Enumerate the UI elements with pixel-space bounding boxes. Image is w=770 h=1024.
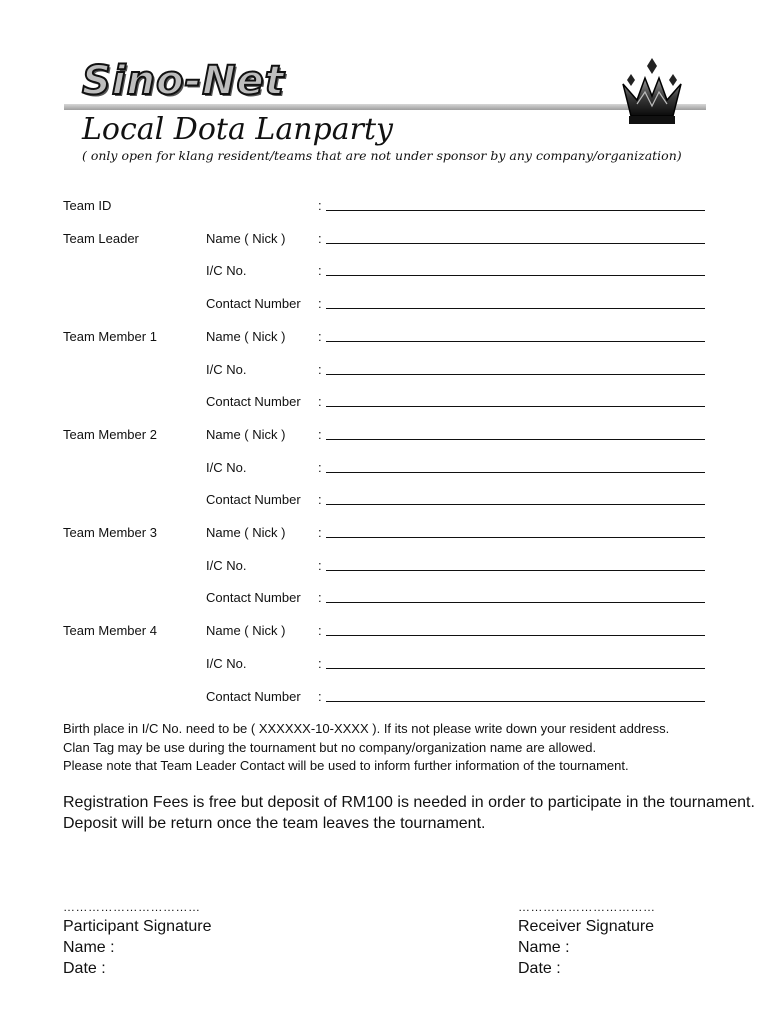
- row-field-label: Contact Number: [206, 296, 301, 312]
- form-row: [63, 656, 705, 674]
- logo: Sino-Net: [82, 58, 285, 104]
- entry-line[interactable]: [326, 406, 705, 407]
- fees-line: Deposit will be return once the team leaves the tournament.: [63, 815, 486, 832]
- row-group-label: Team Leader: [63, 230, 139, 246]
- event-subtitle: ( only open for klang resident/teams that are not under sponsor by any company/organization): [82, 148, 682, 163]
- colon: :: [318, 459, 322, 475]
- colon: :: [318, 590, 322, 606]
- receiver-date-label: Date :: [518, 960, 561, 977]
- colon: :: [318, 492, 322, 508]
- fees-line: Registration Fees is free but deposit of RM100 is needed in order to participate in the tournament.: [63, 794, 755, 811]
- row-group-label: Team ID: [63, 198, 112, 213]
- row-field-label: Name ( Nick ): [206, 426, 286, 442]
- colon: :: [318, 263, 322, 279]
- colon: :: [318, 623, 322, 639]
- colon: :: [318, 296, 322, 312]
- form-row: [63, 460, 705, 478]
- entry-line[interactable]: [326, 275, 705, 276]
- form-row: [63, 198, 705, 216]
- row-field-label: I/C No.: [206, 361, 247, 377]
- colon: :: [318, 361, 322, 377]
- fees-text: [63, 792, 755, 834]
- crown-icon: [615, 54, 689, 128]
- row-field-label: I/C No.: [206, 655, 247, 671]
- row-field-label: Contact Number: [206, 688, 301, 704]
- form-row: [63, 492, 705, 510]
- row-field-label: Name ( Nick ): [206, 623, 286, 639]
- receiver-name-label: Name :: [518, 939, 570, 956]
- entry-line[interactable]: [326, 243, 705, 244]
- note-line: Clan Tag may be use during the tournament but no company/organization name are allowed.: [63, 739, 597, 755]
- row-field-label: Name ( Nick ): [206, 230, 286, 246]
- row-field-label: I/C No.: [206, 557, 247, 573]
- header: [60, 52, 710, 172]
- row-field-label: Contact Number: [206, 590, 301, 606]
- participant-signature-block: [63, 900, 212, 979]
- header-rule: [64, 104, 706, 110]
- entry-line[interactable]: [326, 210, 705, 211]
- form-row: [63, 263, 705, 281]
- entry-line[interactable]: [326, 635, 705, 636]
- entry-line[interactable]: [326, 570, 705, 571]
- form-row: [63, 558, 705, 576]
- colon: :: [318, 230, 322, 246]
- entry-line[interactable]: [326, 701, 705, 702]
- form-row: [63, 329, 705, 347]
- colon: :: [318, 655, 322, 671]
- entry-line[interactable]: [326, 537, 705, 538]
- note-line: Please note that Team Leader Contact will be used to inform further information of the tournament.: [63, 758, 629, 773]
- row-group-label: Team Member 2: [63, 426, 157, 442]
- form-row: [63, 590, 705, 608]
- row-group-label: Team Member 1: [63, 328, 157, 344]
- row-field-label: Name ( Nick ): [206, 328, 286, 344]
- colon: :: [318, 328, 322, 344]
- form-row: [63, 231, 705, 249]
- colon: :: [318, 426, 322, 442]
- form-row: [63, 362, 705, 380]
- form-row: [63, 689, 705, 707]
- note-line: Birth place in I/C No. need to be ( XXXXXX-10-XXXX ). If its not please write down your resident address.: [63, 721, 670, 736]
- form-row: [63, 427, 705, 445]
- row-field-label: Contact Number: [206, 394, 301, 410]
- colon: :: [318, 688, 322, 704]
- entry-line[interactable]: [326, 439, 705, 440]
- participant-signature-label: Participant Signature: [63, 918, 212, 935]
- entry-line[interactable]: [326, 472, 705, 473]
- signature-dots[interactable]: ……………………………: [518, 900, 656, 914]
- colon: :: [318, 394, 322, 410]
- form-row: [63, 296, 705, 314]
- row-field-label: Name ( Nick ): [206, 525, 286, 540]
- entry-line[interactable]: [326, 602, 705, 603]
- colon: :: [318, 557, 322, 573]
- row-field-label: Contact Number: [206, 492, 301, 508]
- entry-line[interactable]: [326, 668, 705, 669]
- form-row: [63, 525, 705, 543]
- receiver-signature-block: [518, 900, 656, 979]
- row-field-label: I/C No.: [206, 459, 247, 475]
- signature-dots[interactable]: ……………………………: [63, 900, 201, 914]
- row-field-label: I/C No.: [206, 263, 247, 279]
- receiver-signature-label: Receiver Signature: [518, 918, 655, 935]
- colon: :: [318, 525, 322, 540]
- participant-date-label: Date :: [63, 960, 106, 977]
- notes: [63, 720, 669, 776]
- entry-line[interactable]: [326, 374, 705, 375]
- event-title: Local Dota Lanparty: [82, 112, 393, 147]
- entry-line[interactable]: [326, 504, 705, 505]
- entry-line[interactable]: [326, 341, 705, 342]
- row-group-label: Team Member 4: [63, 623, 157, 639]
- row-group-label: Team Member 3: [63, 525, 157, 540]
- entry-line[interactable]: [326, 308, 705, 309]
- colon: :: [318, 198, 322, 213]
- participant-name-label: Name :: [63, 939, 115, 956]
- form-row: [63, 623, 705, 641]
- form-row: [63, 394, 705, 412]
